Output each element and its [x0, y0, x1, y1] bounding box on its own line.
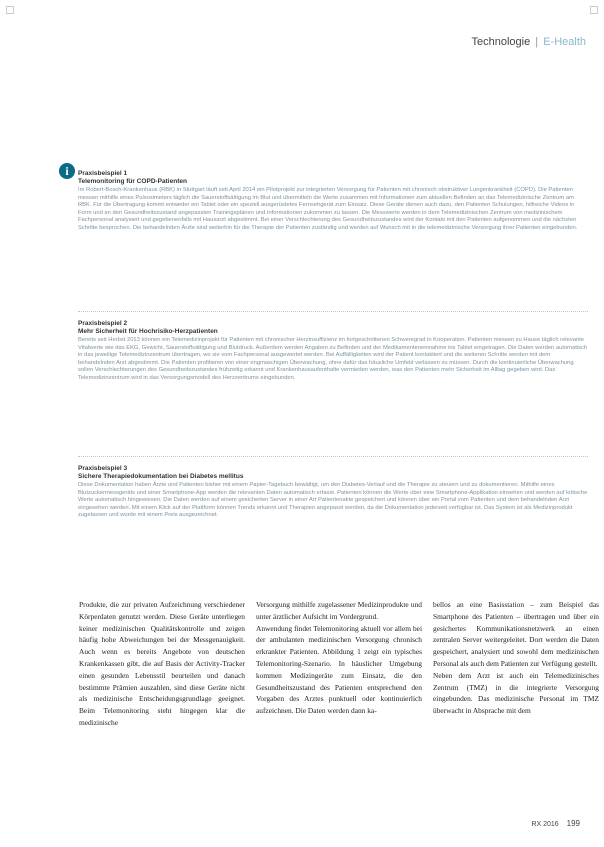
page-number: 199 [566, 819, 580, 828]
example-1-kicker: Praxisbeispiel 1 [78, 170, 128, 177]
example-1-subtitle: Telemonitoring für COPD-Patienten [78, 178, 187, 185]
header-separator: | [535, 36, 539, 48]
example-3 [78, 465, 588, 520]
example-3-body: Diese Dokumentation haben Ärzte und Patienten bisher mit einem Papier-Tagebuch bewältigt, um den Diabetes-Verlauf und die Therapie zu steuern und zu dokumentieren. Mithilfe eines Blutzuckermessgeräts und einer Smartphone-App werden die relevanten Daten automatisch erfasst. Patienten können die Werte über eine Smartphone-Applikation einsehen und werden auf kritische Werte automatisch hingewiesen. Die Daten werden auf einem gesicherten Server in einer Art Patientenakte gespeichert und können über ein Portal vom Patienten und dem behandelnden Arzt eingesehen werden. Mit einem Klick auf der Plattform können Trends erkannt und Therapien angepasst werden, da die Dokumentation jederzeit verfügbar ist. Das System ist als Medizinprodukt zugelassen und wurde mit einem Preis ausgezeichnet. [78, 482, 588, 519]
example-2-kicker: Praxisbeispiel 2 [78, 320, 128, 327]
running-header [472, 36, 587, 48]
example-1-body: Im Robert-Bosch-Krankenhaus (RBK) in Stuttgart läuft seit April 2014 ein Pilotprojekt zur integrierten Versorgung für Patienten mit chronisch obstruktiver Lungenkrankheit (COPD). Die Patienten messen mithilfe eines Pulsoximeters täglich die Sauerstoffsättigung im Blut und übermitteln die Werte zusammen mit Informationen zum aktuellen Befinden an das Telemedizinische Zentrum am RBK. Für die Übertragung kommt entweder ein Tablet oder ein speziell ausgerüstetes Fernsehgerät zum Einsatz. Diese Geräte dienen auch dazu, den Patienten Schulungen, hilfreiche Videos in Form und an den Gesundheitszustand angepassten Trainingsplänen und Informationen zukommen zu lassen. Die Messwerte werden in dem Telemedizinischen Zentrum von medizinischem Fachpersonal analysiert und gegebenenfalls mit Hausarzt abgestimmt. Bei einer Verschlechterung des Gesundheitszustandes wird der Kontakt mit den Patienten aufgenommen und die nächsten Schritte besprochen. Die behandelnden Ärzte sind weiterhin für die Therapie der Patienten zuständig und werden auf Wunsch mit in die telemedizinische Versorgung ihrer Patienten eingebunden. [78, 187, 578, 231]
article-column-2: Versorgung mithilfe zugelassener Medizinprodukte und unter ärztlicher Aufsicht im Vordergrund. Anwendung findet Telemonitoring aktuell vor allem bei der ambulanten medizinischen Versorgung chronisch erkrankter Patienten. Abbildung 1 zeigt ein typisches Telemonitoring-Szenario. In häuslicher Umgebung kommen Medizingeräte zum Einsatz, die den Gesundheitszustand des Patienten entsprechend den Vorgaben des Arztes punktuell oder kontinuierlich aufzeichnen. Die Daten werden dann ka- [256, 600, 422, 716]
divider-2 [78, 456, 588, 457]
divider-1 [78, 311, 588, 312]
example-2 [78, 320, 588, 383]
example-3-kicker: Praxisbeispiel 3 [78, 465, 128, 472]
article-columns [79, 599, 599, 729]
header-section: Technologie [471, 36, 531, 48]
info-icon: i [59, 163, 75, 179]
article-column-3: bellos an eine Basisstation – zum Beispiel das Smartphone des Patienten – übertragen und über ein gesichertes Kommunikationsnetzwerk an einen zentralen Server weitergeleitet. Dort werden die Daten gespeichert, analysiert und sowohl dem medizinischen Personal als auch dem Patienten zur Verfügung gestellt. Neben dem Arzt ist auch ein Telemedizinisches Zentrum (TMZ) in die integrierte Versorgung eingebunden. Das medizinische Personal im TMZ überwacht in Absprache mit dem [433, 600, 599, 716]
example-2-subtitle: Mehr Sicherheit für Hochrisiko-Herzpatienten [78, 328, 218, 335]
crop-mark-left [6, 6, 14, 14]
example-3-subtitle: Sichere Therapiedokumentation bei Diabetes mellitus [78, 473, 244, 480]
crop-mark-right [590, 6, 598, 14]
example-1 [78, 170, 588, 233]
header-subsection: E-Health [543, 36, 586, 48]
page-footer [531, 819, 580, 828]
footer-issue: RX 2016 [531, 821, 559, 828]
example-2-body: Bereits seit Herbst 2013 können ein Telemedizinprojekt für Patienten mit chronischer Herzinsuffizienz im fortgeschrittenen Schweregrad in Kooperation. Patienten messen zu Hause täglich relevante Vitalwerte wie das EKG, Gewicht, Sauerstoffsättigung und Blutdruck. Außerdem werden Angaben zu Befinden und der Medikamenteneinnahme ins Tablet eingetragen. Die Daten werden automatisch in das jeweilige Telemedizinzentrum übertragen, wo sie vom Fachpersonal ausgewertet werden. Bei Auffälligkeiten wird der Patient kontaktiert und die weiteren Schritte werden mit dem behandelnden Arzt abgestimmt. Die Patienten profitieren von einer engmaschigen Überwachung, ohne dafür das häusliche Umfeld verlassen zu müssen. Durch die kontinuierliche Überwachung sollen Verschlechterungen des Gesundheitszustandes frühzeitig erkannt und Krankenhausaufenthalte vermieden werden, was den Patienten mehr Sicherheit im Alltag gegeben wird. Das Telemedizinzentrum wird in das Versorgungsmodell des Herzzentrums eingebunden. [78, 337, 588, 381]
article-column-1: Produkte, die zur privaten Aufzeichnung verschiedener Körperdaten genutzt werden. Diese Geräte unterliegen keiner medizinischen Qualitätskontrolle und zeigen häufig hohe Abweichungen bei der Messgenauigkeit. Auch wenn es bereits Angebote von deutschen Krankenkassen gibt, die auf Basis der Activity-Tracker einen gesunden Lebensstil beurteilen und danach bestimmte Prämien auszahlen, sind diese Geräte nicht als medizinische Entscheidungsgrundlage geeignet. Beim Telemonitoring steht hingegen klar die medizinische [79, 600, 245, 727]
